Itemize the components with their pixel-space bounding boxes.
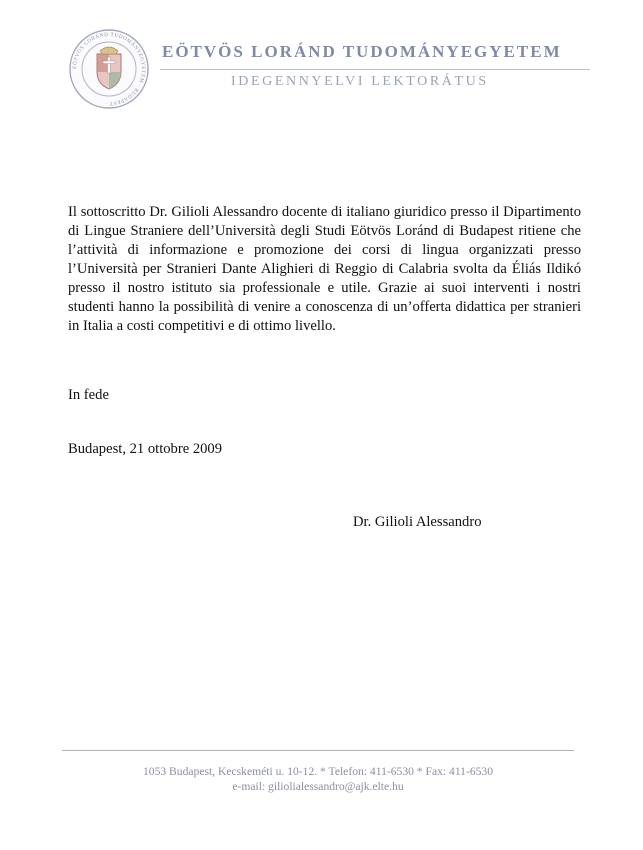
letter-closing: In fede xyxy=(68,387,109,403)
place-and-date: Budapest, 21 ottobre 2009 xyxy=(68,441,223,457)
svg-text:EÖTVÖS LORÁND TUDOMÁNYEGYETEM: EÖTVÖS LORÁND TUDOMÁNYEGYETEM · BUDAPEST · xyxy=(71,31,147,107)
footer-email: e-mail: giliolialessandro@ajk.elte.hu xyxy=(232,780,404,793)
footer-divider xyxy=(62,750,574,751)
footer-address: 1053 Budapest, Kecskeméti u. 10-12. * Telefon: 411-6530 * Fax: 411-6530 xyxy=(142,765,494,778)
letter-body: Il sottoscritto Dr. Gilioli Alessandro docente di italiano giuridico presso il Dipartimento di Lingue Straniere dell’Università degli Studi Eötvös Loránd di Budapest ritiene che l’attività di informazione e promozione dei corsi di lingua organizzati presso l’Università per Stranieri Dante Alighieri di Reggio di Calabria svolta da Éliás Ildikó presso il nostro istituto sia professionale e utile. Grazie ai suoi interventi i nostri studenti hanno la possibilità di venire a conoscenza di un’offerta didattica per stranieri in Italia a costi competitivi e di ottimo livello. xyxy=(68,204,581,334)
header-divider xyxy=(160,69,590,70)
university-seal-icon xyxy=(68,28,150,110)
university-name: EÖTVÖS LORÁND TUDOMÁNYEGYETEM xyxy=(162,42,562,61)
department-name: IDEGENNYELVI LEKTORÁTUS xyxy=(231,74,489,89)
signature-name: Dr. Gilioli Alessandro xyxy=(353,514,482,530)
